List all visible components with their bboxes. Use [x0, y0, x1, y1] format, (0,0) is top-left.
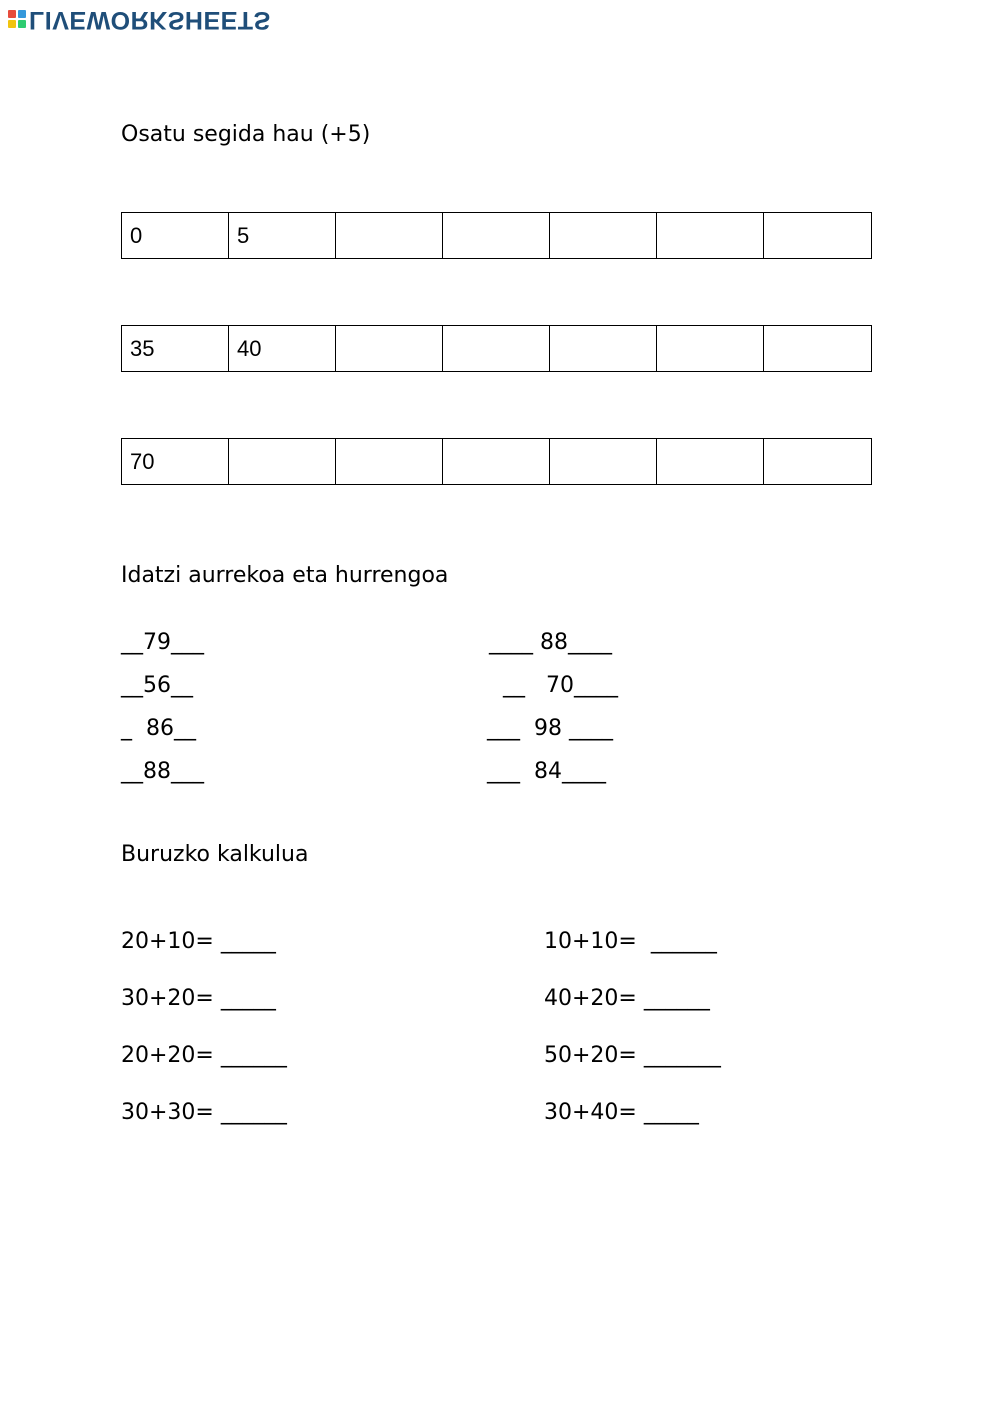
neighbor-exercise[interactable]: __ 70____ — [489, 673, 618, 698]
sequence-answer-cell[interactable] — [229, 439, 336, 484]
sequence-answer-cell[interactable] — [550, 439, 657, 484]
section2-heading: Idatzi aurrekoa eta hurrengoa — [121, 563, 449, 588]
sequence-answer-cell[interactable] — [443, 213, 550, 258]
logo-block-green — [18, 20, 26, 28]
sequence-cell: 35 — [122, 326, 229, 371]
sequence-answer-cell[interactable] — [443, 439, 550, 484]
calculation-exercise[interactable]: 10+10= ______ — [544, 929, 717, 954]
sequence-row-3 — [121, 438, 872, 485]
sequence-answer-cell[interactable] — [657, 213, 764, 258]
sequence-answer-cell[interactable] — [336, 326, 443, 371]
neighbor-exercise[interactable]: __56__ — [121, 673, 193, 698]
neighbor-exercise[interactable]: _ 86__ — [121, 716, 196, 741]
neighbor-exercise[interactable]: ___ 84____ — [487, 759, 606, 784]
sequence-answer-cell[interactable] — [336, 439, 443, 484]
calculation-exercise[interactable]: 20+10= _____ — [121, 929, 276, 954]
sequence-answer-cell[interactable] — [336, 213, 443, 258]
neighbor-exercise[interactable]: __88___ — [121, 759, 204, 784]
sequence-cell: 0 — [122, 213, 229, 258]
sequence-answer-cell[interactable] — [443, 326, 550, 371]
calculation-exercise[interactable]: 40+20= ______ — [544, 986, 710, 1011]
neighbor-exercise[interactable]: ___ 98 ____ — [487, 716, 613, 741]
calculation-exercise[interactable]: 50+20= _______ — [544, 1043, 721, 1068]
sequence-cell: 5 — [229, 213, 336, 258]
section1-heading: Osatu segida hau (+5) — [121, 122, 371, 147]
sequence-answer-cell[interactable] — [764, 439, 871, 484]
sequence-answer-cell[interactable] — [764, 326, 871, 371]
calculation-exercise[interactable]: 20+20= ______ — [121, 1043, 287, 1068]
logo-block-yellow — [8, 20, 16, 28]
sequence-answer-cell[interactable] — [550, 326, 657, 371]
sequence-cell: 40 — [229, 326, 336, 371]
sequence-cell: 70 — [122, 439, 229, 484]
neighbor-exercise[interactable]: ____ 88____ — [489, 630, 612, 655]
sequence-answer-cell[interactable] — [764, 213, 871, 258]
sequence-answer-cell[interactable] — [550, 213, 657, 258]
logo-text: LIVEWORKSHEETS — [29, 5, 271, 34]
sequence-answer-cell[interactable] — [657, 439, 764, 484]
logo-block-blue — [18, 10, 26, 18]
logo-blocks-icon — [8, 10, 26, 28]
section3-heading: Buruzko kalkulua — [121, 842, 309, 867]
liveworksheets-logo — [8, 6, 271, 32]
calculation-exercise[interactable]: 30+20= _____ — [121, 986, 276, 1011]
neighbor-exercise[interactable]: __79___ — [121, 630, 204, 655]
calculation-exercise[interactable]: 30+40= _____ — [544, 1100, 699, 1125]
sequence-answer-cell[interactable] — [657, 326, 764, 371]
logo-block-red — [8, 10, 16, 18]
sequence-row-2 — [121, 325, 872, 372]
calculation-exercise[interactable]: 30+30= ______ — [121, 1100, 287, 1125]
sequence-row-1 — [121, 212, 872, 259]
